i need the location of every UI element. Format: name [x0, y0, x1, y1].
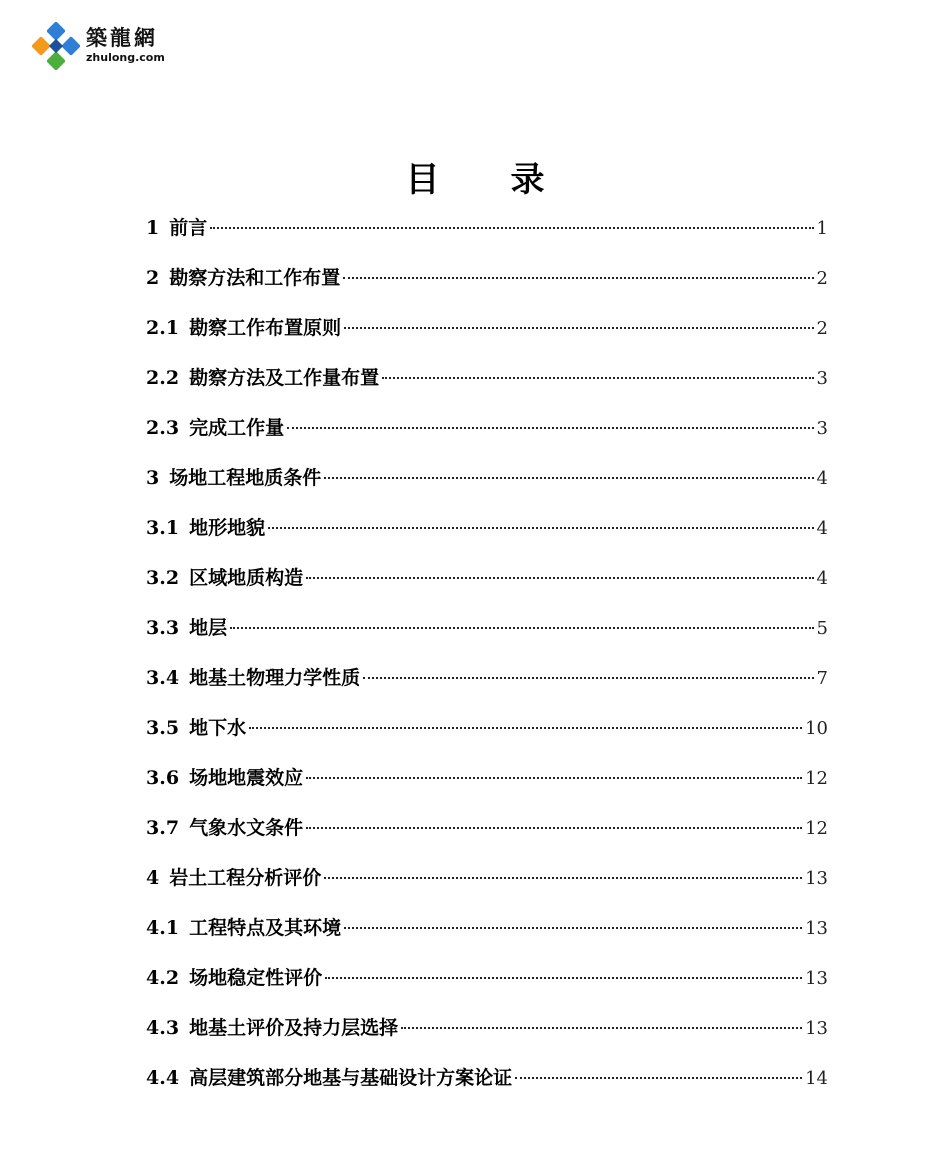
toc-entry-label	[146, 208, 207, 248]
toc-entry-title: 前言	[169, 217, 208, 239]
toc-entry-title: 地下水	[189, 717, 247, 739]
toc-dot-leader	[306, 577, 813, 579]
toc-entry-number: 2.2	[146, 367, 180, 389]
toc-entry-title: 场地工程地质条件	[169, 467, 322, 489]
toc-entry[interactable]	[146, 708, 828, 758]
toc-entry[interactable]	[146, 1058, 828, 1108]
toc-entry[interactable]	[146, 808, 828, 858]
toc-entry-title: 完成工作量	[189, 417, 285, 439]
toc-entry-title: 地形地貌	[189, 517, 266, 539]
toc-entry-number: 2	[146, 267, 160, 289]
toc-dot-leader	[306, 777, 802, 779]
toc-dot-leader	[287, 427, 813, 429]
toc-entry-label	[146, 658, 360, 698]
toc-entry-label	[146, 908, 341, 948]
toc-entry-page: 13	[805, 968, 828, 989]
toc-entry-number: 4.2	[146, 967, 180, 989]
toc-entry-label	[146, 508, 265, 548]
toc-entry-label	[146, 1008, 398, 1048]
toc-entry-number: 3.1	[146, 517, 180, 539]
toc-dot-leader	[344, 327, 813, 329]
toc-dot-leader	[382, 377, 813, 379]
toc-entry-title: 场地稳定性评价	[189, 967, 323, 989]
toc-dot-leader	[363, 677, 813, 679]
toc-dot-leader	[343, 277, 813, 279]
toc-entry-label	[146, 558, 303, 598]
toc-entry-page: 3	[816, 368, 828, 389]
toc-entry-label	[146, 308, 341, 348]
toc-entry-number: 4.4	[146, 1067, 180, 1089]
toc-entry[interactable]	[146, 258, 828, 308]
toc-dot-leader	[230, 627, 813, 629]
toc-entry-page: 7	[816, 668, 828, 689]
toc-dot-leader	[210, 227, 813, 229]
logo-name-cn: 築龍網	[86, 25, 158, 50]
toc-dot-leader	[401, 1027, 802, 1029]
toc-entry-label	[146, 1058, 512, 1098]
toc-entry-number: 3.3	[146, 617, 180, 639]
toc-entry-page: 5	[816, 618, 828, 639]
toc-entry-label	[146, 858, 321, 898]
toc-entry-page: 13	[805, 1018, 828, 1039]
toc-entry-number: 3.7	[146, 817, 180, 839]
toc-entry-page: 2	[816, 268, 828, 289]
toc-entry[interactable]	[146, 958, 828, 1008]
toc-entry-page: 13	[805, 868, 828, 889]
table-of-contents	[146, 208, 828, 1108]
toc-dot-leader	[249, 727, 802, 729]
toc-entry-number: 3.2	[146, 567, 180, 589]
toc-entry-number: 2.3	[146, 417, 180, 439]
toc-entry-label	[146, 358, 379, 398]
toc-entry[interactable]	[146, 358, 828, 408]
toc-entry-number: 4.3	[146, 1017, 180, 1039]
toc-entry-number: 2.1	[146, 317, 180, 339]
toc-entry-number: 4.1	[146, 917, 180, 939]
toc-entry[interactable]	[146, 558, 828, 608]
toc-entry-number: 4	[146, 867, 160, 889]
toc-entry-number: 3.6	[146, 767, 180, 789]
toc-entry-title: 地基土物理力学性质	[189, 667, 361, 689]
toc-entry-title: 勘察工作布置原则	[189, 317, 342, 339]
toc-entry-title: 地基土评价及持力层选择	[189, 1017, 399, 1039]
toc-entry[interactable]	[146, 758, 828, 808]
toc-entry-page: 13	[805, 918, 828, 939]
zhulong-logo	[32, 20, 182, 72]
toc-entry-title: 岩土工程分析评价	[169, 867, 322, 889]
toc-entry-title: 场地地震效应	[189, 767, 304, 789]
toc-entry-page: 3	[816, 418, 828, 439]
toc-dot-leader	[324, 877, 802, 879]
toc-entry-number: 3	[146, 467, 160, 489]
toc-entry-label	[146, 458, 321, 498]
toc-entry-title: 勘察方法和工作布置	[169, 267, 341, 289]
toc-entry-page: 4	[816, 518, 828, 539]
toc-dot-leader	[344, 927, 802, 929]
toc-entry[interactable]	[146, 408, 828, 458]
toc-dot-leader	[515, 1077, 802, 1079]
toc-entry-title: 气象水文条件	[189, 817, 304, 839]
toc-entry-page: 10	[805, 718, 828, 739]
toc-entry-number: 3.5	[146, 717, 180, 739]
toc-entry-title: 高层建筑部分地基与基础设计方案论证	[189, 1067, 513, 1089]
toc-entry-label	[146, 408, 284, 448]
toc-entry-label	[146, 608, 227, 648]
toc-entry-number: 1	[146, 217, 160, 239]
toc-entry-label	[146, 758, 303, 798]
toc-entry[interactable]	[146, 1008, 828, 1058]
toc-dot-leader	[325, 977, 802, 979]
toc-dot-leader	[324, 477, 813, 479]
toc-entry-page: 12	[805, 768, 828, 789]
toc-entry-page: 14	[805, 1068, 828, 1089]
toc-entry[interactable]	[146, 458, 828, 508]
toc-entry-title: 区域地质构造	[189, 567, 304, 589]
toc-entry-page: 4	[816, 568, 828, 589]
toc-entry-label	[146, 708, 246, 748]
toc-dot-leader	[306, 827, 802, 829]
toc-entry[interactable]	[146, 208, 828, 258]
toc-entry-page: 1	[816, 218, 828, 239]
logo-domain: zhulong.com	[86, 51, 165, 64]
toc-entry[interactable]	[146, 608, 828, 658]
toc-entry-page: 4	[816, 468, 828, 489]
toc-entry[interactable]	[146, 858, 828, 908]
toc-entry-number: 3.4	[146, 667, 180, 689]
toc-entry-label	[146, 258, 340, 298]
toc-title: 目 录	[405, 160, 545, 200]
toc-entry-page: 2	[816, 318, 828, 339]
toc-entry-title: 勘察方法及工作量布置	[189, 367, 380, 389]
toc-entry[interactable]	[146, 508, 828, 558]
toc-entry-label	[146, 808, 303, 848]
toc-entry-title: 工程特点及其环境	[189, 917, 342, 939]
zhulong-logo-icon	[32, 22, 80, 70]
toc-entry[interactable]	[146, 658, 828, 708]
toc-entry-title: 地层	[189, 617, 228, 639]
toc-dot-leader	[268, 527, 813, 529]
toc-entry[interactable]	[146, 908, 828, 958]
toc-entry-page: 12	[805, 818, 828, 839]
toc-entry[interactable]	[146, 308, 828, 358]
toc-entry-label	[146, 958, 322, 998]
